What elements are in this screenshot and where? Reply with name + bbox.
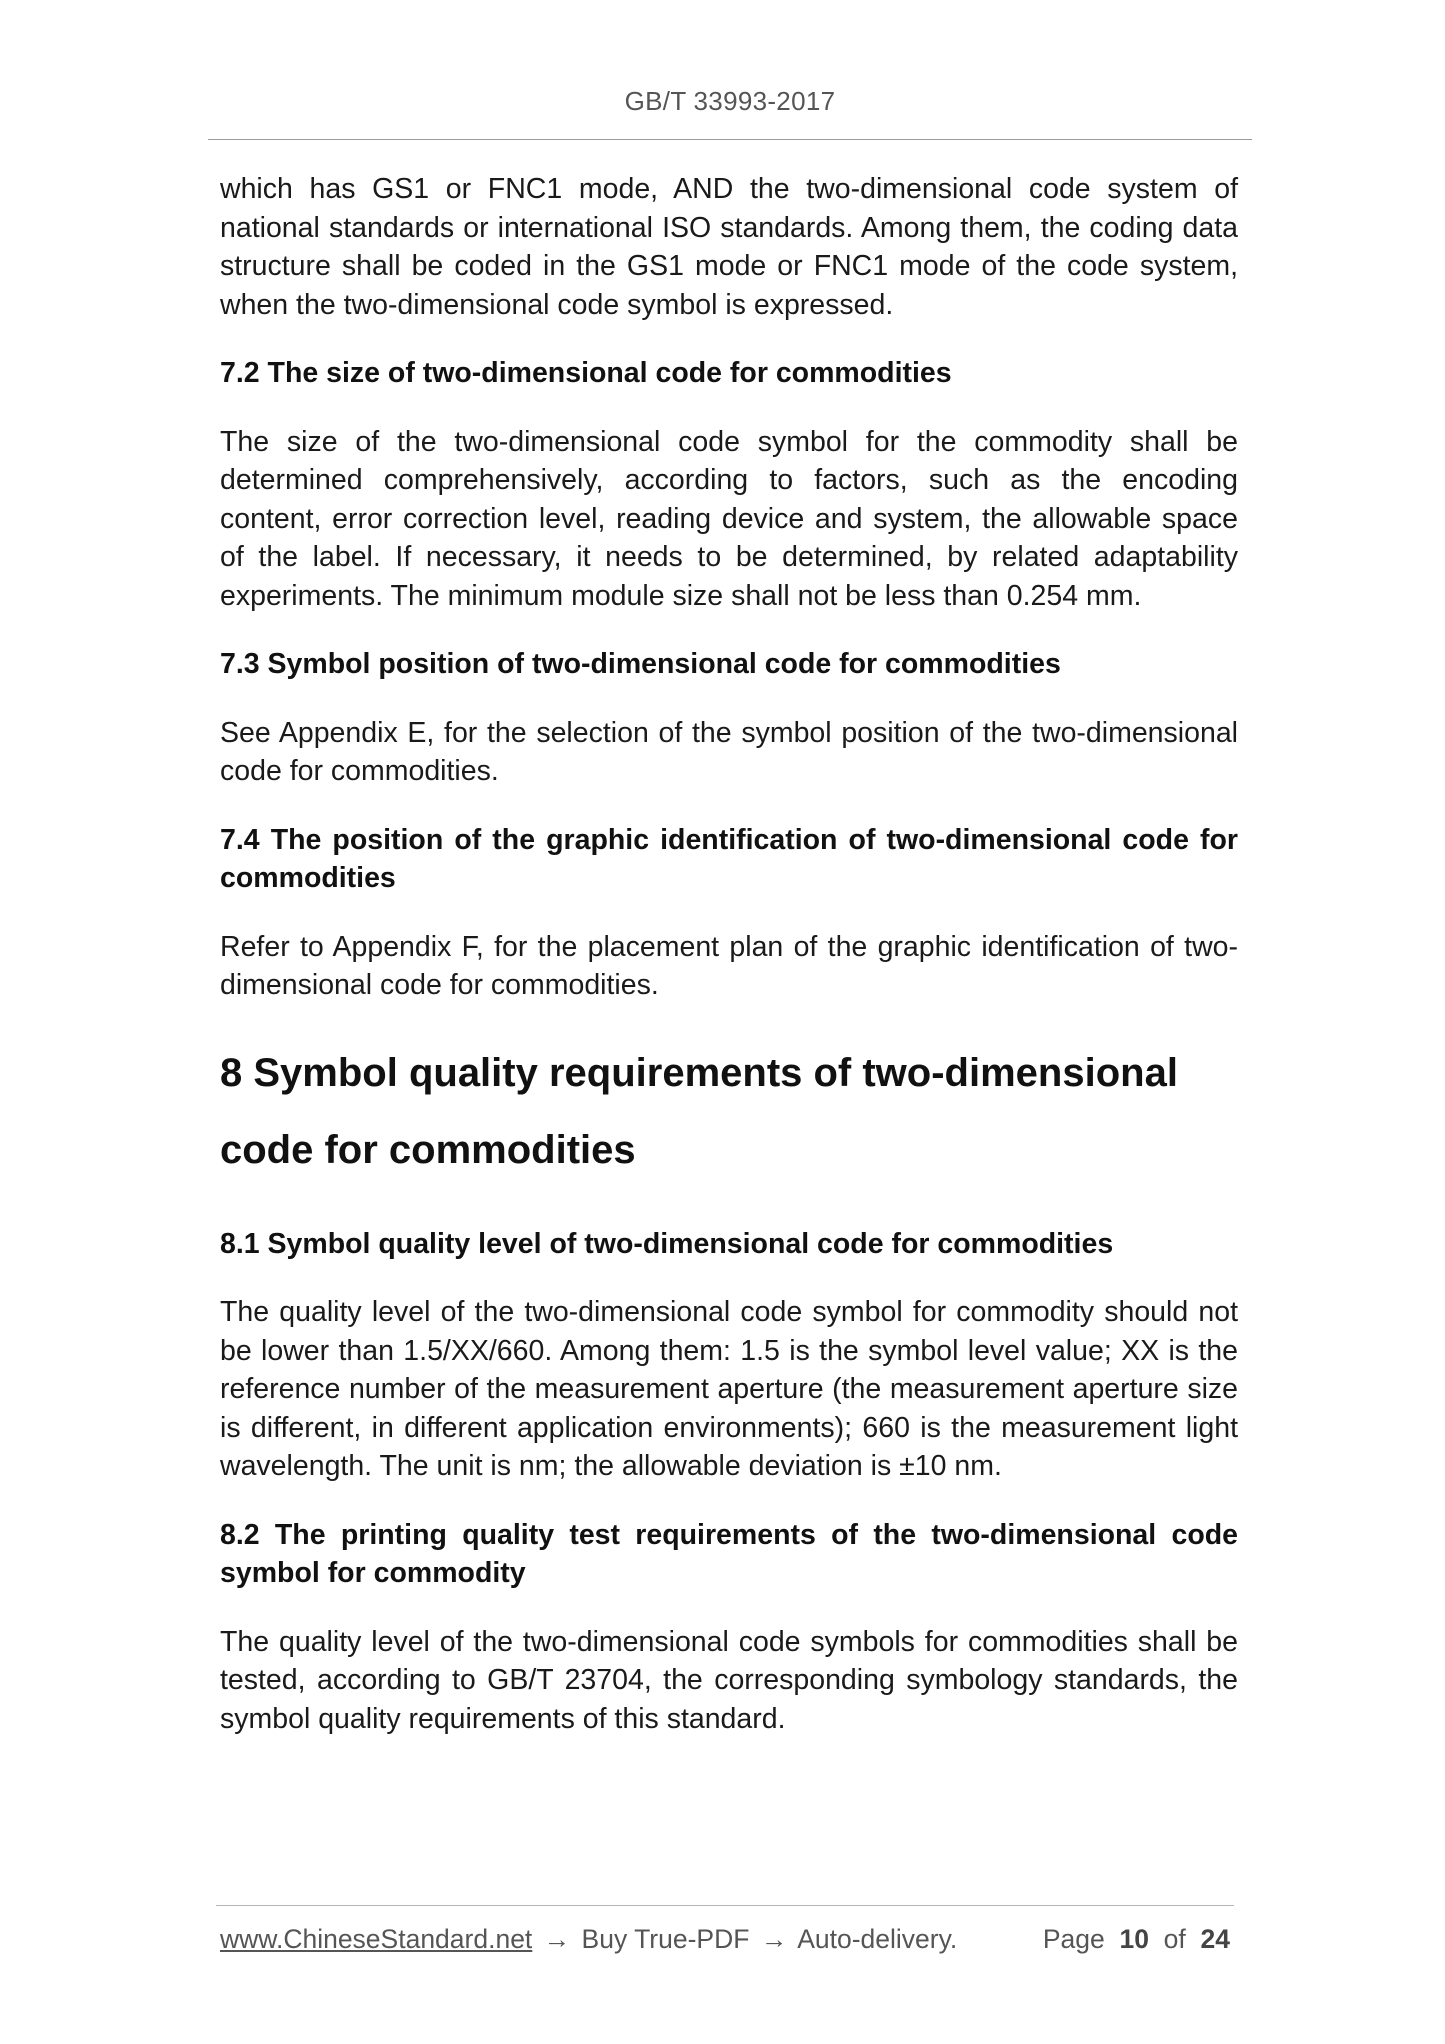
page-footer <box>220 1924 1230 1955</box>
section-7-4-heading: 7.4 The position of the graphic identification of two-dimensional code for commodities <box>220 823 1238 894</box>
section-7-2-heading: 7.2 The size of two-dimensional code for commodities <box>220 357 952 389</box>
section-7-3-heading: 7.3 Symbol position of two-dimensional code for commodities <box>220 648 1061 680</box>
section-7-4-text: Refer to Appendix F, for the placement plan of the graphic identification of two-dimensional code for commodities. <box>220 930 1238 1001</box>
page-indicator <box>1043 1924 1230 1955</box>
header-divider <box>208 139 1252 140</box>
section-7-3-text: See Appendix E, for the selection of the symbol position of the two-dimensional code for commodities. <box>220 716 1238 787</box>
current-page-number: 10 <box>1119 1924 1149 1954</box>
total-pages-number: 24 <box>1200 1924 1230 1954</box>
buy-true-pdf-text: Buy True-PDF <box>581 1924 750 1954</box>
section-8-heading: 8 Symbol quality requirements of two-dimensional code for commodities <box>220 1050 1178 1172</box>
section-7-2-text: The size of the two-dimensional code symbol for the commodity shall be determined comprehensively, according to factors, such as the encoding content, error correction level, reading device and system, the allowable space of the label. If necessary, it needs to be determined, by related adaptability experiments. The minimum module size shall not be less than 0.254 mm. <box>220 425 1238 612</box>
section-8-2-text: The quality level of the two-dimensional code symbols for commodities shall be tested, according to GB/T 23704, the corresponding symbology standards, the symbol quality requirements of this standard. <box>220 1625 1238 1735</box>
auto-delivery-text: Auto-delivery. <box>797 1924 958 1954</box>
footer-divider <box>216 1905 1234 1906</box>
intro-paragraph: which has GS1 or FNC1 mode, AND the two-dimensional code system of national standards or international ISO standards. Among them, the coding data structure shall be coded in the GS1 mode or FNC1 mode of the code system, when the two-dimensional code symbol is expressed. <box>220 173 1238 321</box>
website-link[interactable]: www.ChineseStandard.net <box>220 1924 533 1954</box>
arrow-right-icon: → <box>543 1924 571 1954</box>
section-8-1-heading: 8.1 Symbol quality level of two-dimensional code for commodities <box>220 1227 1114 1260</box>
page-label: Page <box>1042 1924 1105 1954</box>
of-label: of <box>1163 1924 1186 1954</box>
footer-left <box>220 1924 957 1955</box>
section-8-1-text: The quality level of the two-dimensional code symbol for commodity should not be lower than 1.5/XX/660. Among them: 1.5 is the symbol level value; XX is the reference number of the measurement aperture (the measurement aperture size is different, in different application environments); 660 is the measurement light wavelength. The unit is nm; the allowable deviation is ±10 nm. <box>220 1296 1238 1482</box>
arrow-right-icon: → <box>760 1924 788 1954</box>
section-8-2-heading: 8.2 The printing quality test requirements of the two-dimensional code symbol for commodity <box>220 1518 1238 1589</box>
document-header: GB/T 33993-2017 <box>624 86 836 116</box>
page-content <box>220 170 1238 1768</box>
